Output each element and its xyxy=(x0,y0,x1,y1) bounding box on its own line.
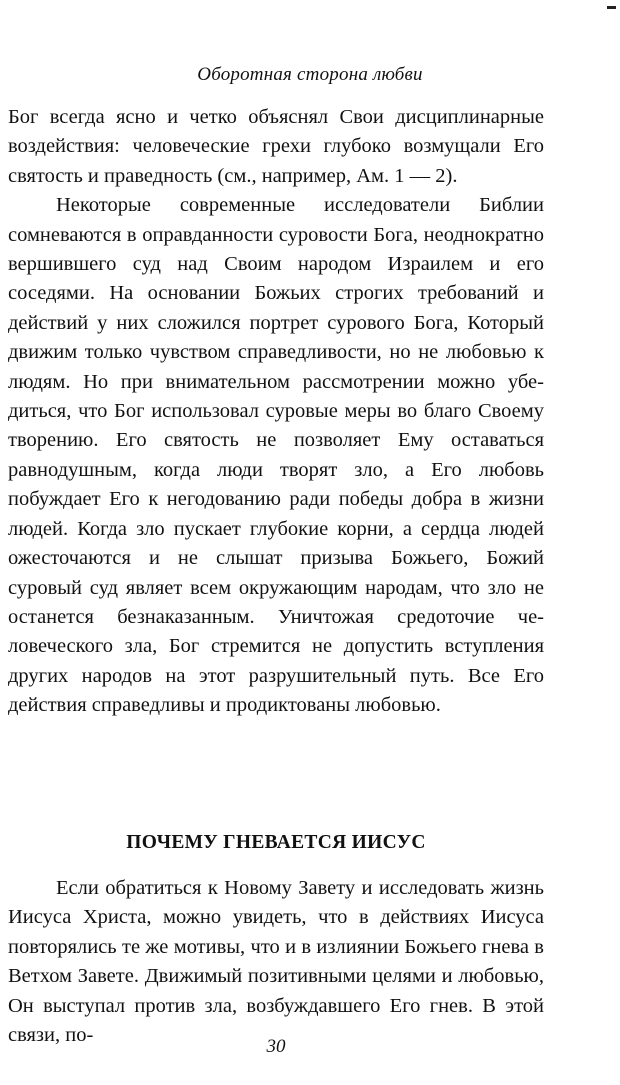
body-text-bottom xyxy=(8,874,544,1050)
page-number: 30 xyxy=(266,1036,286,1057)
section-heading: ПОЧЕМУ ГНЕВАЕТСЯ ИИСУС xyxy=(126,832,426,853)
paragraph: Если обратиться к Новому Завету и исследовать жизнь Иисуса Христа, можно увидеть, что в действиях Иисуса повторялись те же мотивы, что и в излиянии Божьего гнева в Ветхом Завете. Движимый позитивными целями и любовью, Он выступал против зла, возбуждавшего Его гнев. В этой связи, по- xyxy=(8,877,544,1047)
paragraph: Некоторые современные исследователи Библии сомневаются в оправданности суровости Бога, неоднократно вершившего суд над Своим народом Израилем и его соседями. На основании Божьих строгих требований и действий у них сложился портрет сурового Бога, Который движим только чувством справедливости, но не любовью к людям. Но при внимательном рассмотрении можно убедиться, что Бог использовал суровые меры во благо Своему творению. Его святость не позволяет Ему оставаться равнодушным, когда люди творят зло, а Его любовь побуждает Его к негодованию ради победы добра в жизни людей. Когда зло пускает глубокие корни, а сердца людей ожесточаются и не слышат призыва Божьего, Божий суровый суд являет всем окружающим народам, что зло не останется безнаказанным. Уничтожая средоточие человеческого зла, Бог стремится не допустить вступления других народов на этот разрушительный путь. Все Его действия справедливы и продиктованы любовью. xyxy=(8,194,544,717)
running-header: Оборотная сторона любви xyxy=(197,64,423,85)
scan-corner-mark xyxy=(607,6,616,9)
body-text-top xyxy=(8,103,544,721)
paragraph: Бог всегда ясно и четко объяснял Свои дисциплинарные воздействия: человеческие грехи глубоко возмущали Его святость и праведность (см., например, Ам. 1 — 2). xyxy=(8,106,544,187)
